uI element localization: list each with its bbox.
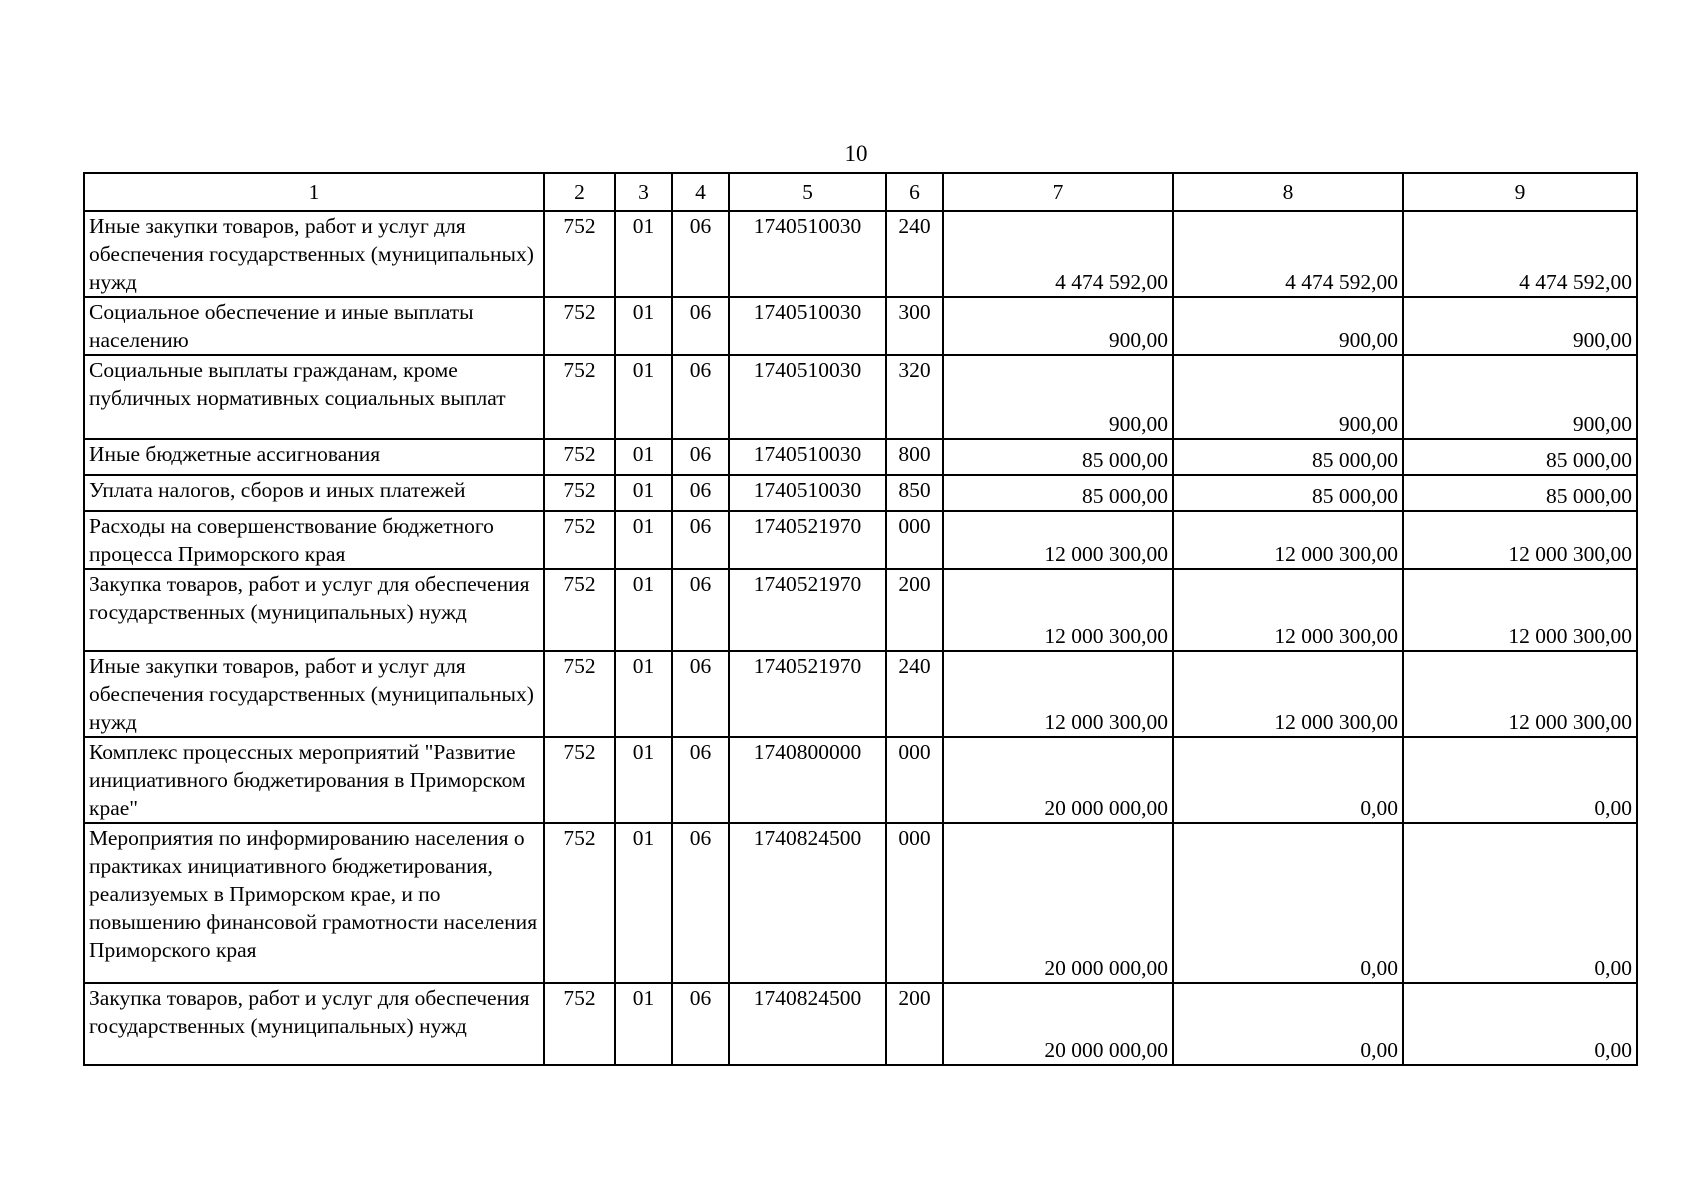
expense-type-cell: 000 <box>886 511 943 569</box>
column-header: 2 <box>544 173 615 211</box>
amount-cell: 20 000 000,00 <box>943 737 1173 823</box>
amount-cell: 0,00 <box>1403 823 1637 983</box>
amount-cell: 85 000,00 <box>943 439 1173 475</box>
subsection-code-cell: 06 <box>672 355 729 439</box>
amount-cell: 4 474 592,00 <box>943 211 1173 297</box>
column-header: 3 <box>615 173 672 211</box>
target-article-cell: 1740510030 <box>729 355 886 439</box>
amount-cell: 900,00 <box>943 355 1173 439</box>
column-header: 1 <box>84 173 544 211</box>
ministry-code-cell: 752 <box>544 983 615 1065</box>
column-header: 5 <box>729 173 886 211</box>
expense-type-cell: 000 <box>886 823 943 983</box>
ministry-code-cell: 752 <box>544 297 615 355</box>
amount-cell: 12 000 300,00 <box>943 651 1173 737</box>
subsection-code-cell: 06 <box>672 983 729 1065</box>
section-code-cell: 01 <box>615 211 672 297</box>
amount-cell: 20 000 000,00 <box>943 983 1173 1065</box>
section-code-cell: 01 <box>615 983 672 1065</box>
table-row <box>84 511 1637 569</box>
expense-name-cell: Социальное обеспечение и иные выплаты населению <box>84 297 544 355</box>
expense-name-cell: Закупка товаров, работ и услуг для обеспечения государственных (муниципальных) нужд <box>84 569 544 651</box>
expense-type-cell: 200 <box>886 983 943 1065</box>
subsection-code-cell: 06 <box>672 297 729 355</box>
section-code-cell: 01 <box>615 475 672 511</box>
table-row <box>84 569 1637 651</box>
amount-cell: 85 000,00 <box>1403 439 1637 475</box>
amount-cell: 4 474 592,00 <box>1403 211 1637 297</box>
amount-cell: 900,00 <box>1173 297 1403 355</box>
target-article-cell: 1740510030 <box>729 475 886 511</box>
ministry-code-cell: 752 <box>544 211 615 297</box>
expense-name-cell: Комплекс процессных мероприятий "Развитие инициативного бюджетирования в Приморском крае" <box>84 737 544 823</box>
expense-name-cell: Иные закупки товаров, работ и услуг для обеспечения государственных (муниципальных) нужд <box>84 211 544 297</box>
target-article-cell: 1740800000 <box>729 737 886 823</box>
table-row <box>84 737 1637 823</box>
amount-cell: 0,00 <box>1173 823 1403 983</box>
ministry-code-cell: 752 <box>544 439 615 475</box>
target-article-cell: 1740510030 <box>729 439 886 475</box>
table-row <box>84 355 1637 439</box>
amount-cell: 12 000 300,00 <box>1173 651 1403 737</box>
table-row <box>84 297 1637 355</box>
ministry-code-cell: 752 <box>544 475 615 511</box>
amount-cell: 12 000 300,00 <box>1403 569 1637 651</box>
expense-name-cell: Социальные выплаты гражданам, кроме публичных нормативных социальных выплат <box>84 355 544 439</box>
subsection-code-cell: 06 <box>672 651 729 737</box>
column-header: 7 <box>943 173 1173 211</box>
ministry-code-cell: 752 <box>544 823 615 983</box>
amount-cell: 12 000 300,00 <box>1403 651 1637 737</box>
column-header: 6 <box>886 173 943 211</box>
expense-name-cell: Иные бюджетные ассигнования <box>84 439 544 475</box>
amount-cell: 12 000 300,00 <box>943 569 1173 651</box>
ministry-code-cell: 752 <box>544 511 615 569</box>
amount-cell: 12 000 300,00 <box>943 511 1173 569</box>
amount-cell: 0,00 <box>1403 737 1637 823</box>
expense-name-cell: Иные закупки товаров, работ и услуг для обеспечения государственных (муниципальных) нужд <box>84 651 544 737</box>
amount-cell: 85 000,00 <box>943 475 1173 511</box>
section-code-cell: 01 <box>615 651 672 737</box>
expense-name-cell: Закупка товаров, работ и услуг для обеспечения государственных (муниципальных) нужд <box>84 983 544 1065</box>
amount-cell: 0,00 <box>1173 983 1403 1065</box>
table-row <box>84 983 1637 1065</box>
ministry-code-cell: 752 <box>544 569 615 651</box>
section-code-cell: 01 <box>615 737 672 823</box>
expense-type-cell: 240 <box>886 651 943 737</box>
table-row <box>84 651 1637 737</box>
amount-cell: 85 000,00 <box>1173 439 1403 475</box>
expense-type-cell: 800 <box>886 439 943 475</box>
column-header: 8 <box>1173 173 1403 211</box>
ministry-code-cell: 752 <box>544 651 615 737</box>
target-article-cell: 1740510030 <box>729 297 886 355</box>
expense-type-cell: 320 <box>886 355 943 439</box>
amount-cell: 900,00 <box>1403 355 1637 439</box>
amount-cell: 12 000 300,00 <box>1173 569 1403 651</box>
amount-cell: 12 000 300,00 <box>1173 511 1403 569</box>
amount-cell: 0,00 <box>1173 737 1403 823</box>
table-row <box>84 439 1637 475</box>
amount-cell: 900,00 <box>1403 297 1637 355</box>
subsection-code-cell: 06 <box>672 475 729 511</box>
column-header: 4 <box>672 173 729 211</box>
target-article-cell: 1740521970 <box>729 651 886 737</box>
table-row <box>84 823 1637 983</box>
page-number: 10 <box>844 141 868 166</box>
table-body <box>84 173 1637 1065</box>
amount-cell: 0,00 <box>1403 983 1637 1065</box>
ministry-code-cell: 752 <box>544 737 615 823</box>
target-article-cell: 1740824500 <box>729 823 886 983</box>
budget-table <box>83 172 1638 1066</box>
amount-cell: 12 000 300,00 <box>1403 511 1637 569</box>
subsection-code-cell: 06 <box>672 511 729 569</box>
section-code-cell: 01 <box>615 569 672 651</box>
expense-type-cell: 240 <box>886 211 943 297</box>
target-article-cell: 1740521970 <box>729 511 886 569</box>
subsection-code-cell: 06 <box>672 823 729 983</box>
subsection-code-cell: 06 <box>672 737 729 823</box>
amount-cell: 85 000,00 <box>1403 475 1637 511</box>
column-header: 9 <box>1403 173 1637 211</box>
amount-cell: 85 000,00 <box>1173 475 1403 511</box>
subsection-code-cell: 06 <box>672 439 729 475</box>
target-article-cell: 1740521970 <box>729 569 886 651</box>
target-article-cell: 1740824500 <box>729 983 886 1065</box>
section-code-cell: 01 <box>615 297 672 355</box>
amount-cell: 4 474 592,00 <box>1173 211 1403 297</box>
subsection-code-cell: 06 <box>672 211 729 297</box>
expense-type-cell: 850 <box>886 475 943 511</box>
expense-type-cell: 200 <box>886 569 943 651</box>
table-row <box>84 475 1637 511</box>
amount-cell: 900,00 <box>943 297 1173 355</box>
table-row <box>84 211 1637 297</box>
expense-name-cell: Уплата налогов, сборов и иных платежей <box>84 475 544 511</box>
expense-type-cell: 000 <box>886 737 943 823</box>
section-code-cell: 01 <box>615 439 672 475</box>
subsection-code-cell: 06 <box>672 569 729 651</box>
ministry-code-cell: 752 <box>544 355 615 439</box>
expense-name-cell: Мероприятия по информированию населения о практиках инициативного бюджетирования, реализуемых в Приморском крае, и по повышению финансовой грамотности населения Приморского края <box>84 823 544 983</box>
section-code-cell: 01 <box>615 511 672 569</box>
expense-name-cell: Расходы на совершенствование бюджетного процесса Приморского края <box>84 511 544 569</box>
expense-type-cell: 300 <box>886 297 943 355</box>
section-code-cell: 01 <box>615 355 672 439</box>
section-code-cell: 01 <box>615 823 672 983</box>
target-article-cell: 1740510030 <box>729 211 886 297</box>
amount-cell: 900,00 <box>1173 355 1403 439</box>
header-row <box>84 173 1637 211</box>
amount-cell: 20 000 000,00 <box>943 823 1173 983</box>
